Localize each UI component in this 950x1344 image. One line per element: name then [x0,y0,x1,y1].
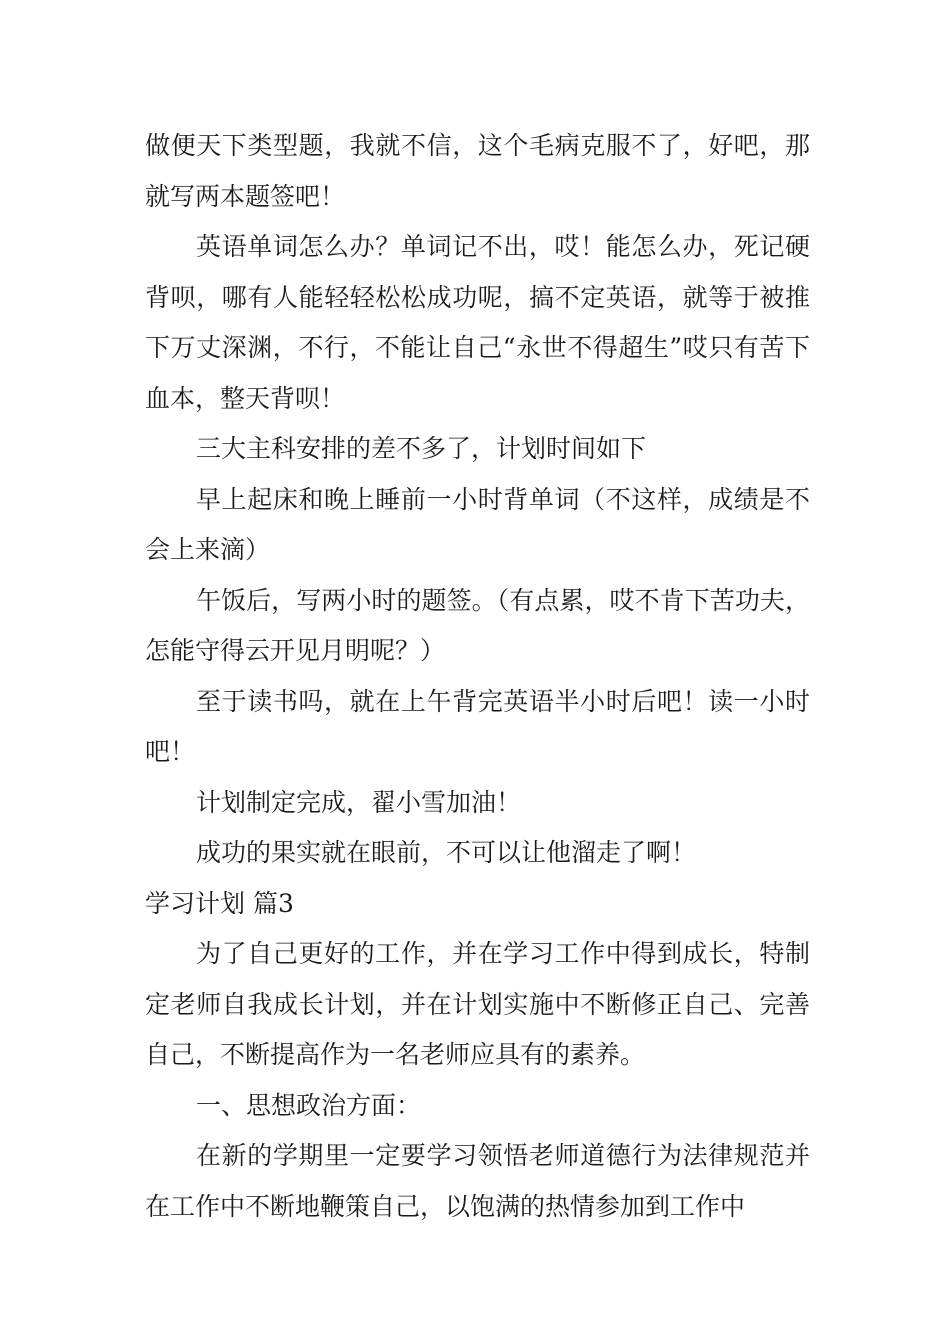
paragraph: 做便天下类型题，我就不信，这个毛病克服不了，好吧，那就写两本题签吧！ [145,131,810,211]
paragraph: 英语单词怎么办？单词记不出，哎！能怎么办，死记硬背呗，哪有人能轻轻松松成功呢，搞不定英语，就等于被推下万丈深渊，不行，不能让自己“永世不得超生”哎只有苦下血本，整天背呗！ [145,232,810,413]
paragraph: 三大主科安排的差不多了，计划时间如下 [196,434,647,463]
paragraph: 成功的果实就在眼前，不可以让他溜走了啊！ [196,838,697,867]
paragraph: 午饭后，写两小时的题签。（有点累，哎不肯下苦功夫，怎能守得云开见月明呢？） [145,585,810,665]
paragraph: 早上起床和晚上睡前一小时背单词（不这样，成绩是不会上来滴） [145,484,810,564]
paragraph: 为了自己更好的工作，并在学习工作中得到成长，特制定老师自我成长计划，并在计划实施中不断修正自己、完善自己，不断提高作为一名老师应具有的素养。 [145,939,810,1069]
section-title: 学习计划 篇3 [145,888,294,918]
paragraph: 一、思想政治方面： [196,1090,422,1120]
paragraph: 在新的学期里一定要学习领悟老师道德行为法律规范并在工作中不断地鞭策自己，以饱满的热情参加到工作中 [145,1141,810,1221]
paragraph: 计划制定完成，翟小雪加油！ [196,787,522,817]
document-body [145,121,810,1232]
paragraph: 至于读书吗，就在上午背完英语半小时后吧！读一小时吧！ [145,686,810,766]
